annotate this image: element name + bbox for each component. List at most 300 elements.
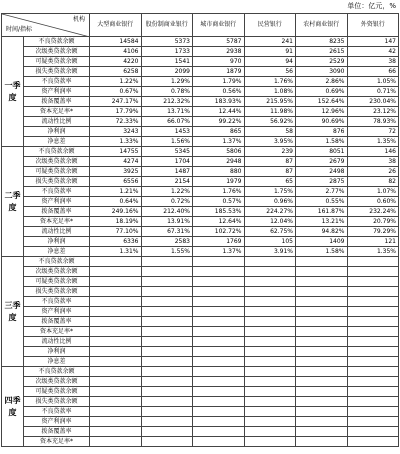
indicator-label: 次级类贷款余额: [24, 267, 90, 277]
value-cell: 0.55%: [296, 197, 348, 207]
value-cell: 146: [347, 147, 399, 157]
value-cell: [296, 267, 348, 277]
table-row: [2, 417, 399, 427]
value-cell: 79.29%: [347, 227, 399, 237]
value-cell: 865: [193, 127, 245, 137]
value-cell: [90, 397, 142, 407]
value-cell: [296, 367, 348, 377]
value-cell: 1.35%: [347, 247, 399, 257]
indicator-label: 不良贷款余额: [24, 257, 90, 267]
value-cell: [347, 267, 399, 277]
value-cell: 1.56%: [141, 137, 193, 147]
value-cell: [141, 407, 193, 417]
value-cell: [90, 257, 142, 267]
value-cell: [90, 367, 142, 377]
value-cell: 0.57%: [193, 197, 245, 207]
table-row: [2, 387, 399, 397]
table-row: [2, 427, 399, 437]
value-cell: 66.07%: [141, 117, 193, 127]
indicator-label: 可疑类贷款余额: [24, 57, 90, 67]
value-cell: [244, 337, 296, 347]
value-cell: 56.92%: [244, 117, 296, 127]
value-cell: [347, 317, 399, 327]
value-cell: [347, 367, 399, 377]
value-cell: [90, 377, 142, 387]
table-row: [2, 357, 399, 367]
value-cell: [141, 417, 193, 427]
indicator-label: 可疑类贷款余额: [24, 167, 90, 177]
value-cell: [347, 357, 399, 367]
value-cell: [141, 427, 193, 437]
value-cell: 90.69%: [296, 117, 348, 127]
value-cell: 72: [347, 127, 399, 137]
value-cell: 3090: [296, 67, 348, 77]
value-cell: 77.10%: [90, 227, 142, 237]
value-cell: [193, 427, 245, 437]
value-cell: 2679: [296, 157, 348, 167]
value-cell: [193, 287, 245, 297]
value-cell: 42: [347, 47, 399, 57]
value-cell: [141, 317, 193, 327]
value-cell: 1.05%: [347, 77, 399, 87]
value-cell: [296, 437, 348, 447]
value-cell: [141, 297, 193, 307]
value-cell: 67.31%: [141, 227, 193, 237]
value-cell: 1.58%: [296, 137, 348, 147]
value-cell: 6556: [90, 177, 142, 187]
value-cell: 5345: [141, 147, 193, 157]
value-cell: [90, 407, 142, 417]
value-cell: 4220: [90, 57, 142, 67]
column-header: 农村商业银行: [296, 14, 348, 37]
value-cell: [90, 267, 142, 277]
value-cell: [244, 417, 296, 427]
table-row: [2, 157, 399, 167]
indicator-label: 不良贷款余额: [24, 367, 90, 377]
value-cell: 215.95%: [244, 97, 296, 107]
value-cell: 876: [296, 127, 348, 137]
table-row: [2, 247, 399, 257]
table-row: [2, 297, 399, 307]
value-cell: 99.22%: [193, 117, 245, 127]
indicator-label: 资产利润率: [24, 307, 90, 317]
indicator-label: 资本充足率*: [24, 217, 90, 227]
indicator-label: 流动性比例: [24, 227, 90, 237]
value-cell: 6336: [90, 237, 142, 247]
value-cell: 8051: [296, 147, 348, 157]
value-cell: 1.79%: [193, 77, 245, 87]
value-cell: 2938: [193, 47, 245, 57]
value-cell: 12.96%: [296, 107, 348, 117]
indicator-label: 不良贷款率: [24, 297, 90, 307]
table-row: [2, 137, 399, 147]
value-cell: 1541: [141, 57, 193, 67]
header-org-label: 机构: [72, 16, 85, 23]
table-row: [2, 187, 399, 197]
value-cell: 0.78%: [141, 87, 193, 97]
table-row: [2, 217, 399, 227]
value-cell: 185.53%: [193, 207, 245, 217]
value-cell: 1879: [193, 67, 245, 77]
value-cell: [141, 307, 193, 317]
table-row: [2, 37, 399, 47]
indicator-label: 可疑类贷款余额: [24, 277, 90, 287]
value-cell: [244, 407, 296, 417]
value-cell: [193, 367, 245, 377]
value-cell: [347, 327, 399, 337]
value-cell: 4106: [90, 47, 142, 57]
value-cell: 3.95%: [244, 137, 296, 147]
value-cell: [347, 387, 399, 397]
value-cell: [296, 377, 348, 387]
value-cell: 2.86%: [296, 77, 348, 87]
header-row: [2, 14, 399, 37]
bank-indicators-table: [1, 13, 399, 447]
value-cell: 121: [347, 237, 399, 247]
value-cell: 105: [244, 237, 296, 247]
indicator-label: 净利润: [24, 237, 90, 247]
column-header: 外资银行: [347, 14, 399, 37]
value-cell: [90, 287, 142, 297]
value-cell: 0.60%: [347, 197, 399, 207]
value-cell: 94: [244, 57, 296, 67]
value-cell: [347, 397, 399, 407]
value-cell: [244, 287, 296, 297]
indicator-label: 损失类贷款余额: [24, 397, 90, 407]
value-cell: 87: [244, 157, 296, 167]
table-row: [2, 117, 399, 127]
value-cell: 152.64%: [296, 97, 348, 107]
value-cell: [296, 397, 348, 407]
indicator-label: 可疑类贷款余额: [24, 387, 90, 397]
indicator-label: 净息差: [24, 357, 90, 367]
value-cell: [141, 347, 193, 357]
value-cell: 102.72%: [193, 227, 245, 237]
value-cell: 239: [244, 147, 296, 157]
value-cell: [347, 337, 399, 347]
indicator-label: 不良贷款余额: [24, 37, 90, 47]
table-row: [2, 207, 399, 217]
indicator-label: 损失类贷款余额: [24, 67, 90, 77]
value-cell: 12.04%: [244, 217, 296, 227]
value-cell: 2.77%: [296, 187, 348, 197]
value-cell: 0.71%: [347, 87, 399, 97]
value-cell: 91: [244, 47, 296, 57]
indicator-label: 净利润: [24, 347, 90, 357]
table-row: [2, 97, 399, 107]
value-cell: 66: [347, 67, 399, 77]
value-cell: 1.75%: [244, 187, 296, 197]
value-cell: 23.12%: [347, 107, 399, 117]
table-row: [2, 67, 399, 77]
value-cell: 147: [347, 37, 399, 47]
value-cell: 1.08%: [244, 87, 296, 97]
table-row: [2, 87, 399, 97]
value-cell: 1.76%: [193, 187, 245, 197]
value-cell: 26: [347, 167, 399, 177]
value-cell: [244, 437, 296, 447]
table-row: [2, 277, 399, 287]
value-cell: [90, 297, 142, 307]
value-cell: 12.64%: [193, 217, 245, 227]
value-cell: 62.75%: [244, 227, 296, 237]
value-cell: [244, 327, 296, 337]
quarter-label: 三季度: [2, 257, 24, 367]
value-cell: [90, 277, 142, 287]
value-cell: 14755: [90, 147, 142, 157]
value-cell: 1.31%: [90, 247, 142, 257]
value-cell: 1.07%: [347, 187, 399, 197]
value-cell: [244, 427, 296, 437]
indicator-label: 次级类贷款余额: [24, 47, 90, 57]
table-row: [2, 437, 399, 447]
indicator-label: 拨备覆盖率: [24, 427, 90, 437]
value-cell: [244, 317, 296, 327]
value-cell: [296, 417, 348, 427]
value-cell: [244, 387, 296, 397]
value-cell: [141, 397, 193, 407]
value-cell: [296, 407, 348, 417]
value-cell: 1409: [296, 237, 348, 247]
value-cell: [296, 297, 348, 307]
value-cell: 38: [347, 57, 399, 67]
value-cell: 78.93%: [347, 117, 399, 127]
indicator-label: 次级类贷款余额: [24, 377, 90, 387]
value-cell: [296, 337, 348, 347]
value-cell: 241: [244, 37, 296, 47]
value-cell: [347, 437, 399, 447]
value-cell: 4274: [90, 157, 142, 167]
value-cell: [141, 367, 193, 377]
value-cell: [141, 337, 193, 347]
column-header: 大型商业银行: [90, 14, 142, 37]
table-row: [2, 257, 399, 267]
indicator-label: 流动性比例: [24, 117, 90, 127]
column-header: 股份制商业银行: [141, 14, 193, 37]
value-cell: [296, 317, 348, 327]
value-cell: 2583: [141, 237, 193, 247]
table-row: [2, 287, 399, 297]
value-cell: 82: [347, 177, 399, 187]
table-row: [2, 397, 399, 407]
value-cell: 970: [193, 57, 245, 67]
value-cell: 1487: [141, 167, 193, 177]
table-row: [2, 197, 399, 207]
value-cell: [193, 347, 245, 357]
value-cell: 212.32%: [141, 97, 193, 107]
header-period-label: 时间/指标: [6, 26, 33, 33]
value-cell: 13.91%: [141, 217, 193, 227]
value-cell: 224.27%: [244, 207, 296, 217]
value-cell: [296, 257, 348, 267]
table-row: [2, 47, 399, 57]
value-cell: [193, 277, 245, 287]
value-cell: [296, 287, 348, 297]
table-row: [2, 367, 399, 377]
value-cell: [347, 287, 399, 297]
value-cell: [347, 417, 399, 427]
quarter-label: 一季度: [2, 37, 24, 147]
value-cell: 1.76%: [244, 77, 296, 87]
value-cell: [90, 317, 142, 327]
value-cell: 161.87%: [296, 207, 348, 217]
value-cell: [193, 317, 245, 327]
value-cell: 2498: [296, 167, 348, 177]
table-row: [2, 127, 399, 137]
value-cell: 38: [347, 157, 399, 167]
value-cell: 11.98%: [244, 107, 296, 117]
table-row: [2, 77, 399, 87]
indicator-label: 净息差: [24, 137, 90, 147]
value-cell: [193, 387, 245, 397]
value-cell: 212.40%: [141, 207, 193, 217]
value-cell: 5787: [193, 37, 245, 47]
value-cell: 65: [244, 177, 296, 187]
value-cell: [347, 277, 399, 287]
value-cell: 247.17%: [90, 97, 142, 107]
value-cell: 3925: [90, 167, 142, 177]
value-cell: [244, 377, 296, 387]
value-cell: [244, 297, 296, 307]
indicator-label: 次级类贷款余额: [24, 157, 90, 167]
column-header: 城市商业银行: [193, 14, 245, 37]
value-cell: [296, 277, 348, 287]
value-cell: [141, 277, 193, 287]
value-cell: [193, 397, 245, 407]
value-cell: [193, 407, 245, 417]
value-cell: 13.71%: [141, 107, 193, 117]
indicator-label: 拨备覆盖率: [24, 97, 90, 107]
value-cell: 1.58%: [296, 247, 348, 257]
value-cell: [296, 387, 348, 397]
value-cell: 0.56%: [193, 87, 245, 97]
value-cell: 13.21%: [296, 217, 348, 227]
value-cell: [347, 407, 399, 417]
table-row: [2, 147, 399, 157]
value-cell: [347, 347, 399, 357]
value-cell: 2154: [141, 177, 193, 187]
value-cell: 6258: [90, 67, 142, 77]
value-cell: 1769: [193, 237, 245, 247]
table-row: [2, 407, 399, 417]
value-cell: 1.22%: [141, 187, 193, 197]
table-row: [2, 177, 399, 187]
indicator-label: 不良贷款率: [24, 407, 90, 417]
indicator-label: 资产利润率: [24, 197, 90, 207]
value-cell: 72.33%: [90, 117, 142, 127]
indicator-label: 不良贷款余额: [24, 147, 90, 157]
value-cell: [193, 377, 245, 387]
table-row: [2, 57, 399, 67]
value-cell: 880: [193, 167, 245, 177]
value-cell: 1.55%: [141, 247, 193, 257]
value-cell: 5373: [141, 37, 193, 47]
indicator-label: 拨备覆盖率: [24, 317, 90, 327]
value-cell: 2099: [141, 67, 193, 77]
value-cell: 94.82%: [296, 227, 348, 237]
value-cell: [90, 357, 142, 367]
indicator-label: 资本充足率*: [24, 107, 90, 117]
value-cell: 1.35%: [347, 137, 399, 147]
value-cell: [244, 367, 296, 377]
value-cell: [296, 307, 348, 317]
value-cell: 2529: [296, 57, 348, 67]
value-cell: 0.67%: [90, 87, 142, 97]
unit-label: 单位：亿元，%: [347, 2, 396, 10]
indicator-label: 净息差: [24, 247, 90, 257]
value-cell: 12.44%: [193, 107, 245, 117]
value-cell: [347, 427, 399, 437]
table-row: [2, 327, 399, 337]
value-cell: 1979: [193, 177, 245, 187]
value-cell: 56: [244, 67, 296, 77]
value-cell: [347, 377, 399, 387]
value-cell: 3243: [90, 127, 142, 137]
table-row: [2, 167, 399, 177]
value-cell: [90, 387, 142, 397]
value-cell: [193, 307, 245, 317]
value-cell: [141, 357, 193, 367]
indicator-label: 不良贷款率: [24, 187, 90, 197]
value-cell: [244, 357, 296, 367]
value-cell: 1.37%: [193, 247, 245, 257]
value-cell: 3.91%: [244, 247, 296, 257]
value-cell: [141, 387, 193, 397]
value-cell: 1733: [141, 47, 193, 57]
value-cell: [296, 327, 348, 337]
value-cell: [244, 347, 296, 357]
value-cell: [244, 267, 296, 277]
table-row: [2, 317, 399, 327]
value-cell: 230.04%: [347, 97, 399, 107]
value-cell: 5806: [193, 147, 245, 157]
quarter-label: 二季度: [2, 147, 24, 257]
value-cell: 1.37%: [193, 137, 245, 147]
value-cell: [141, 257, 193, 267]
value-cell: [244, 397, 296, 407]
value-cell: [90, 417, 142, 427]
value-cell: 0.72%: [141, 197, 193, 207]
value-cell: 14584: [90, 37, 142, 47]
table-row: [2, 307, 399, 317]
value-cell: [244, 277, 296, 287]
column-header: 民营银行: [244, 14, 296, 37]
value-cell: 0.64%: [90, 197, 142, 207]
value-cell: 17.79%: [90, 107, 142, 117]
value-cell: [296, 347, 348, 357]
value-cell: 2615: [296, 47, 348, 57]
value-cell: [90, 437, 142, 447]
value-cell: 20.79%: [347, 217, 399, 227]
value-cell: 1.21%: [90, 187, 142, 197]
value-cell: [193, 437, 245, 447]
indicator-label: 损失类贷款余额: [24, 177, 90, 187]
indicator-label: 净利润: [24, 127, 90, 137]
indicator-label: 不良贷款率: [24, 77, 90, 87]
table-row: [2, 107, 399, 117]
indicator-label: 流动性比例: [24, 337, 90, 347]
value-cell: 1.29%: [141, 77, 193, 87]
value-cell: 2875: [296, 177, 348, 187]
value-cell: [193, 267, 245, 277]
value-cell: [90, 337, 142, 347]
value-cell: [141, 377, 193, 387]
indicator-label: 资产利润率: [24, 417, 90, 427]
indicator-label: 损失类贷款余额: [24, 287, 90, 297]
value-cell: [193, 297, 245, 307]
indicator-label: 资本充足率*: [24, 327, 90, 337]
value-cell: [141, 267, 193, 277]
